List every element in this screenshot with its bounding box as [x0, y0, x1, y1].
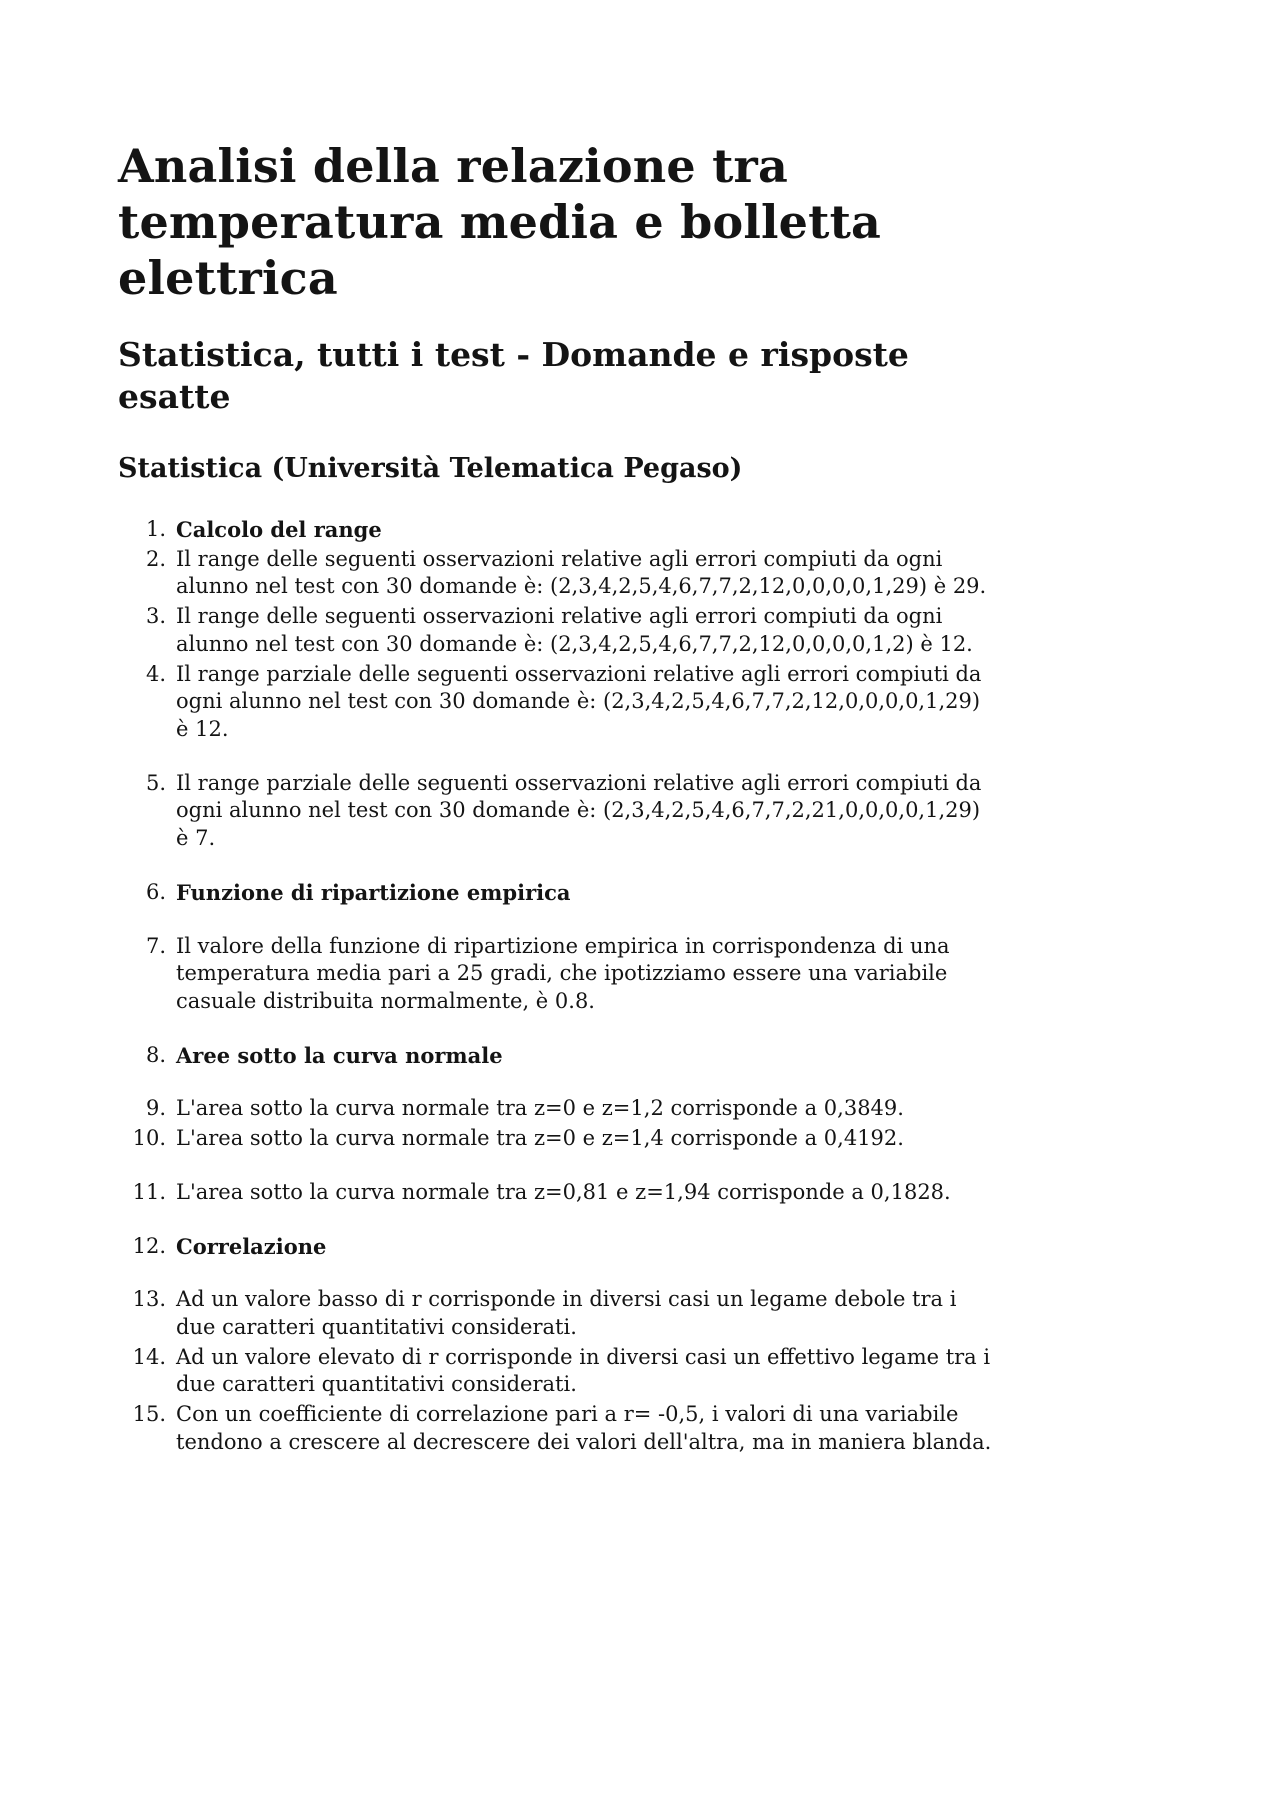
- list-item-number: 9.: [145, 1096, 166, 1121]
- list-item-number: 8.: [145, 1042, 166, 1067]
- list-item: [118, 933, 992, 1016]
- list-item-text: Il valore della funzione di ripartizione empirica in corrispondenza di una temperatura media pari a 25 gradi, che ipotizziamo essere una variabile casuale distribuita normalmente, è 0.8.: [176, 933, 950, 1013]
- list-item: [118, 770, 992, 853]
- list-item: [118, 1125, 992, 1153]
- list-item: [118, 516, 992, 544]
- question-list: [118, 516, 992, 1457]
- list-item: [118, 879, 992, 907]
- list-item-number: 2.: [145, 546, 166, 571]
- list-item-number: 6.: [145, 879, 166, 904]
- list-item-text: L'area sotto la curva normale tra z=0,81 e z=1,94 corrisponde a 0,1828.: [176, 1179, 951, 1204]
- list-item-text: Correlazione: [176, 1233, 327, 1259]
- list-item-number: 5.: [145, 770, 166, 795]
- section-heading: Statistica (Università Telematica Pegaso): [118, 452, 743, 484]
- page-subtitle: Statistica, tutti i test - Domande e risposte esatte: [118, 335, 909, 416]
- list-item-number: 15.: [132, 1402, 166, 1427]
- list-item: [118, 1095, 992, 1123]
- list-item: [118, 1401, 992, 1456]
- list-item-text: Ad un valore basso di r corrisponde in diversi casi un legame debole tra i due caratteri quantitativi considerati.: [176, 1287, 957, 1340]
- list-item-text: Funzione di ripartizione empirica: [176, 879, 571, 905]
- list-item-text: Il range parziale delle seguenti osservazioni relative agli errori compiuti da ogni alunno nel test con 30 domande è: (2,3,4,2,5,4,6,7,7,2,12,0,0,0,0,1,29) è 12.: [176, 661, 982, 741]
- list-item: [118, 1179, 992, 1207]
- list-item: [118, 1233, 992, 1261]
- list-item-text: Calcolo del range: [176, 516, 382, 542]
- list-item-number: 4.: [145, 661, 166, 686]
- list-item: [118, 1344, 992, 1399]
- list-item-text: L'area sotto la curva normale tra z=0 e z=1,4 corrisponde a 0,4192.: [176, 1126, 904, 1151]
- list-item-text: Il range delle seguenti osservazioni relative agli errori compiuti da ogni alunno nel test con 30 domande è: (2,3,4,2,5,4,6,7,7,2,12,0,0,0,0,1,29) è 29.: [176, 546, 987, 599]
- list-item-number: 13.: [132, 1287, 166, 1312]
- list-item: [118, 1286, 992, 1341]
- list-item-number: 7.: [145, 933, 166, 958]
- list-item: [118, 661, 992, 744]
- list-item-number: 1.: [145, 516, 166, 541]
- list-item-number: 3.: [145, 604, 166, 629]
- list-item-text: Il range parziale delle seguenti osservazioni relative agli errori compiuti da ogni alunno nel test con 30 domande è: (2,3,4,2,5,4,6,7,7,2,21,0,0,0,0,1,29) è 7.: [176, 770, 982, 851]
- list-item-text: Il range delle seguenti osservazioni relative agli errori compiuti da ogni alunno nel test con 30 domande è: (2,3,4,2,5,4,6,7,7,2,12,0,0,0,0,1,2) è 12.: [176, 604, 973, 656]
- list-item: [118, 1042, 992, 1070]
- list-item-text: Aree sotto la curva normale: [176, 1042, 503, 1068]
- list-item-text: Ad un valore elevato di r corrisponde in diversi casi un effettivo legame tra i due caratteri quantitativi considerati.: [176, 1344, 991, 1397]
- list-item: [118, 546, 992, 601]
- list-item-number: 14.: [132, 1344, 166, 1369]
- page-title: Analisi della relazione tra temperatura media e bolletta elettrica: [118, 139, 882, 306]
- list-item-number: 10.: [132, 1126, 166, 1151]
- list-item-number: 12.: [132, 1233, 166, 1258]
- list-item-text: L'area sotto la curva normale tra z=0 e z=1,2 corrisponde a 0,3849.: [176, 1096, 904, 1121]
- list-item-text: Con un coefficiente di correlazione pari a r= -0,5, i valori di una variabile tendono a crescere al decrescere dei valori dell'altra, ma in maniera blanda.: [176, 1402, 992, 1454]
- list-item: [118, 603, 992, 658]
- list-item-number: 11.: [132, 1179, 166, 1204]
